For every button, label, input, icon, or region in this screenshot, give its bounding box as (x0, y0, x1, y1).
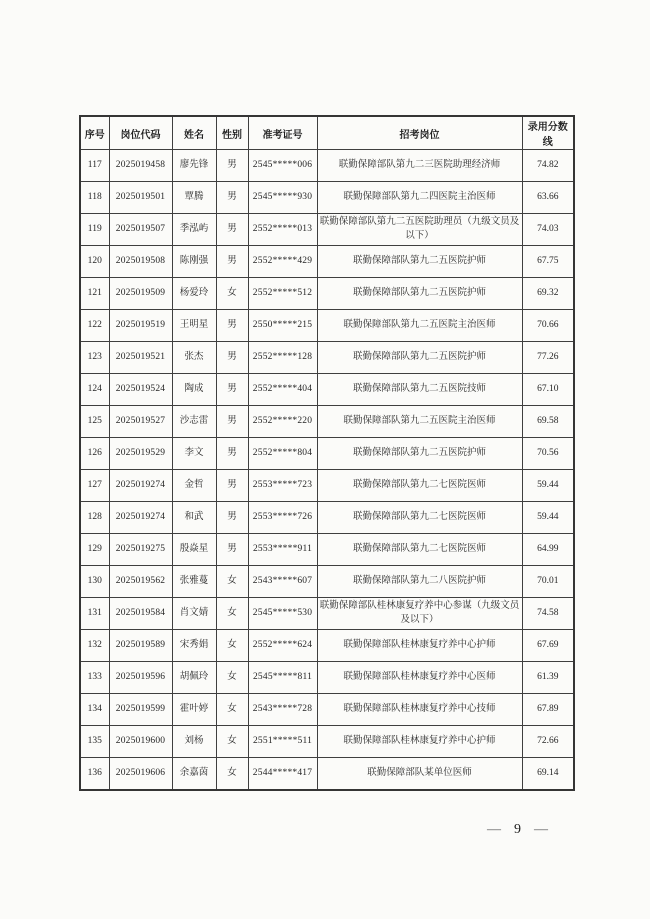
cell-position: 联勤保障部队第九二八医院护师 (317, 566, 522, 598)
cell-position: 联勤保障部队第九二五医院技师 (317, 374, 522, 406)
cell-score: 74.03 (522, 214, 574, 246)
cell-score: 70.56 (522, 438, 574, 470)
table-row (80, 598, 574, 630)
cell-code: 2025019589 (109, 630, 172, 662)
cell-score: 69.58 (522, 406, 574, 438)
cell-code: 2025019527 (109, 406, 172, 438)
table-body (80, 150, 574, 791)
cell-no: 117 (80, 150, 109, 182)
cell-no: 128 (80, 502, 109, 534)
cell-gender: 男 (216, 342, 248, 374)
cell-no: 120 (80, 246, 109, 278)
cell-score: 69.14 (522, 758, 574, 791)
cell-gender: 女 (216, 662, 248, 694)
table-row (80, 662, 574, 694)
col-header-name: 姓名 (172, 116, 216, 150)
cell-ticket: 2551*****511 (248, 726, 317, 758)
cell-position: 联勤保障部队第九二五医院护师 (317, 278, 522, 310)
cell-gender: 男 (216, 150, 248, 182)
cell-no: 132 (80, 630, 109, 662)
cell-code: 2025019508 (109, 246, 172, 278)
cell-ticket: 2552*****804 (248, 438, 317, 470)
cell-gender: 男 (216, 406, 248, 438)
cell-code: 2025019507 (109, 214, 172, 246)
cell-score: 67.10 (522, 374, 574, 406)
table-row (80, 310, 574, 342)
cell-ticket: 2552*****013 (248, 214, 317, 246)
table-row (80, 502, 574, 534)
cell-name: 陈刚强 (172, 246, 216, 278)
cell-position: 联勤保障部队桂林康复疗养中心医师 (317, 662, 522, 694)
cell-position: 联勤保障部队桂林康复疗养中心技师 (317, 694, 522, 726)
cell-score: 64.99 (522, 534, 574, 566)
cell-no: 134 (80, 694, 109, 726)
cell-name: 肖文婧 (172, 598, 216, 630)
cell-code: 2025019275 (109, 534, 172, 566)
cell-position: 联勤保障部队第九二三医院助理经济师 (317, 150, 522, 182)
col-header-position: 招考岗位 (317, 116, 522, 150)
cell-score: 77.26 (522, 342, 574, 374)
table-row (80, 470, 574, 502)
table-row (80, 630, 574, 662)
cell-no: 130 (80, 566, 109, 598)
cell-ticket: 2552*****512 (248, 278, 317, 310)
col-header-gender: 性别 (216, 116, 248, 150)
cell-name: 余嘉茵 (172, 758, 216, 791)
cell-ticket: 2543*****728 (248, 694, 317, 726)
cell-name: 陶成 (172, 374, 216, 406)
cell-no: 127 (80, 470, 109, 502)
cell-score: 59.44 (522, 470, 574, 502)
col-header-seq: 序号 (80, 116, 109, 150)
table-row (80, 246, 574, 278)
cell-gender: 女 (216, 694, 248, 726)
cell-no: 119 (80, 214, 109, 246)
cell-code: 2025019596 (109, 662, 172, 694)
cell-score: 59.44 (522, 502, 574, 534)
cell-name: 胡佩玲 (172, 662, 216, 694)
cell-ticket: 2552*****624 (248, 630, 317, 662)
table-header-row (80, 116, 574, 150)
cell-name: 霍叶婷 (172, 694, 216, 726)
cell-code: 2025019519 (109, 310, 172, 342)
cell-ticket: 2545*****006 (248, 150, 317, 182)
cell-ticket: 2552*****404 (248, 374, 317, 406)
table-row (80, 214, 574, 246)
cell-code: 2025019458 (109, 150, 172, 182)
cell-ticket: 2545*****811 (248, 662, 317, 694)
table-row (80, 726, 574, 758)
cell-position: 联勤保障部队某单位医师 (317, 758, 522, 791)
cell-gender: 男 (216, 502, 248, 534)
cell-score: 74.58 (522, 598, 574, 630)
cell-gender: 男 (216, 214, 248, 246)
cell-no: 121 (80, 278, 109, 310)
cell-score: 70.01 (522, 566, 574, 598)
cell-name: 覃腾 (172, 182, 216, 214)
cell-name: 殷焱星 (172, 534, 216, 566)
recruitment-score-table (79, 115, 575, 791)
cell-ticket: 2552*****429 (248, 246, 317, 278)
cell-code: 2025019562 (109, 566, 172, 598)
cell-gender: 女 (216, 566, 248, 598)
cell-no: 131 (80, 598, 109, 630)
cell-position: 联勤保障部队第九二七医院医师 (317, 534, 522, 566)
cell-gender: 女 (216, 278, 248, 310)
cell-no: 133 (80, 662, 109, 694)
col-header-code: 岗位代码 (109, 116, 172, 150)
cell-score: 61.39 (522, 662, 574, 694)
cell-name: 王明星 (172, 310, 216, 342)
cell-code: 2025019524 (109, 374, 172, 406)
cell-name: 刘杨 (172, 726, 216, 758)
col-header-score: 录用分数线 (522, 116, 574, 150)
cell-position: 联勤保障部队第九二五医院主治医师 (317, 310, 522, 342)
cell-ticket: 2553*****723 (248, 470, 317, 502)
cell-position: 联勤保障部队桂林康复疗养中心护师 (317, 726, 522, 758)
table-row (80, 182, 574, 214)
footer-right-dash: — (534, 822, 548, 837)
cell-gender: 女 (216, 598, 248, 630)
cell-score: 74.82 (522, 150, 574, 182)
cell-score: 70.66 (522, 310, 574, 342)
cell-gender: 男 (216, 310, 248, 342)
cell-code: 2025019600 (109, 726, 172, 758)
cell-position: 联勤保障部队第九二五医院护师 (317, 438, 522, 470)
cell-no: 125 (80, 406, 109, 438)
cell-position: 联勤保障部队第九二五医院护师 (317, 246, 522, 278)
cell-no: 123 (80, 342, 109, 374)
cell-no: 129 (80, 534, 109, 566)
cell-ticket: 2543*****607 (248, 566, 317, 598)
table-row (80, 342, 574, 374)
footer-page-number: 9 (514, 822, 521, 837)
cell-gender: 男 (216, 438, 248, 470)
cell-ticket: 2552*****220 (248, 406, 317, 438)
cell-no: 126 (80, 438, 109, 470)
cell-ticket: 2545*****930 (248, 182, 317, 214)
cell-score: 67.69 (522, 630, 574, 662)
cell-score: 63.66 (522, 182, 574, 214)
cell-code: 2025019584 (109, 598, 172, 630)
cell-score: 67.75 (522, 246, 574, 278)
cell-score: 67.89 (522, 694, 574, 726)
cell-code: 2025019501 (109, 182, 172, 214)
cell-code: 2025019274 (109, 470, 172, 502)
table-row (80, 278, 574, 310)
cell-name: 金哲 (172, 470, 216, 502)
table-row (80, 566, 574, 598)
table-row (80, 150, 574, 182)
cell-ticket: 2552*****128 (248, 342, 317, 374)
cell-position: 联勤保障部队第九二七医院医师 (317, 470, 522, 502)
cell-name: 沙志雷 (172, 406, 216, 438)
cell-name: 李文 (172, 438, 216, 470)
cell-gender: 男 (216, 246, 248, 278)
col-header-ticket: 准考证号 (248, 116, 317, 150)
cell-name: 廖先锋 (172, 150, 216, 182)
cell-position: 联勤保障部队第九二五医院主治医师 (317, 406, 522, 438)
cell-name: 季泓屿 (172, 214, 216, 246)
cell-ticket: 2553*****726 (248, 502, 317, 534)
cell-position: 联勤保障部队桂林康复疗养中心护师 (317, 630, 522, 662)
cell-name: 张雅蔓 (172, 566, 216, 598)
cell-position: 联勤保障部队桂林康复疗养中心参谋（九级文员及以下） (317, 598, 522, 630)
cell-code: 2025019509 (109, 278, 172, 310)
cell-no: 124 (80, 374, 109, 406)
cell-position: 联勤保障部队第九二五医院助理员（九级文员及以下） (317, 214, 522, 246)
cell-ticket: 2544*****417 (248, 758, 317, 791)
table-row (80, 406, 574, 438)
cell-name: 宋秀娟 (172, 630, 216, 662)
cell-no: 135 (80, 726, 109, 758)
cell-gender: 女 (216, 726, 248, 758)
cell-ticket: 2553*****911 (248, 534, 317, 566)
cell-gender: 男 (216, 182, 248, 214)
cell-position: 联勤保障部队第九二四医院主治医师 (317, 182, 522, 214)
cell-code: 2025019274 (109, 502, 172, 534)
cell-gender: 女 (216, 630, 248, 662)
cell-gender: 男 (216, 374, 248, 406)
cell-position: 联勤保障部队第九二五医院护师 (317, 342, 522, 374)
cell-name: 杨爱玲 (172, 278, 216, 310)
cell-ticket: 2550*****215 (248, 310, 317, 342)
cell-no: 118 (80, 182, 109, 214)
cell-position: 联勤保障部队第九二七医院医师 (317, 502, 522, 534)
table-row (80, 758, 574, 791)
cell-code: 2025019599 (109, 694, 172, 726)
cell-gender: 男 (216, 534, 248, 566)
cell-no: 122 (80, 310, 109, 342)
cell-gender: 男 (216, 470, 248, 502)
cell-ticket: 2545*****530 (248, 598, 317, 630)
cell-score: 69.32 (522, 278, 574, 310)
table-row (80, 374, 574, 406)
cell-gender: 女 (216, 758, 248, 791)
cell-code: 2025019529 (109, 438, 172, 470)
cell-name: 和武 (172, 502, 216, 534)
cell-code: 2025019521 (109, 342, 172, 374)
cell-score: 72.66 (522, 726, 574, 758)
table-row (80, 438, 574, 470)
cell-code: 2025019606 (109, 758, 172, 791)
cell-name: 张杰 (172, 342, 216, 374)
table-row (80, 694, 574, 726)
table-row (80, 534, 574, 566)
cell-no: 136 (80, 758, 109, 791)
page-number (487, 822, 548, 838)
footer-left-dash: — (487, 822, 501, 837)
